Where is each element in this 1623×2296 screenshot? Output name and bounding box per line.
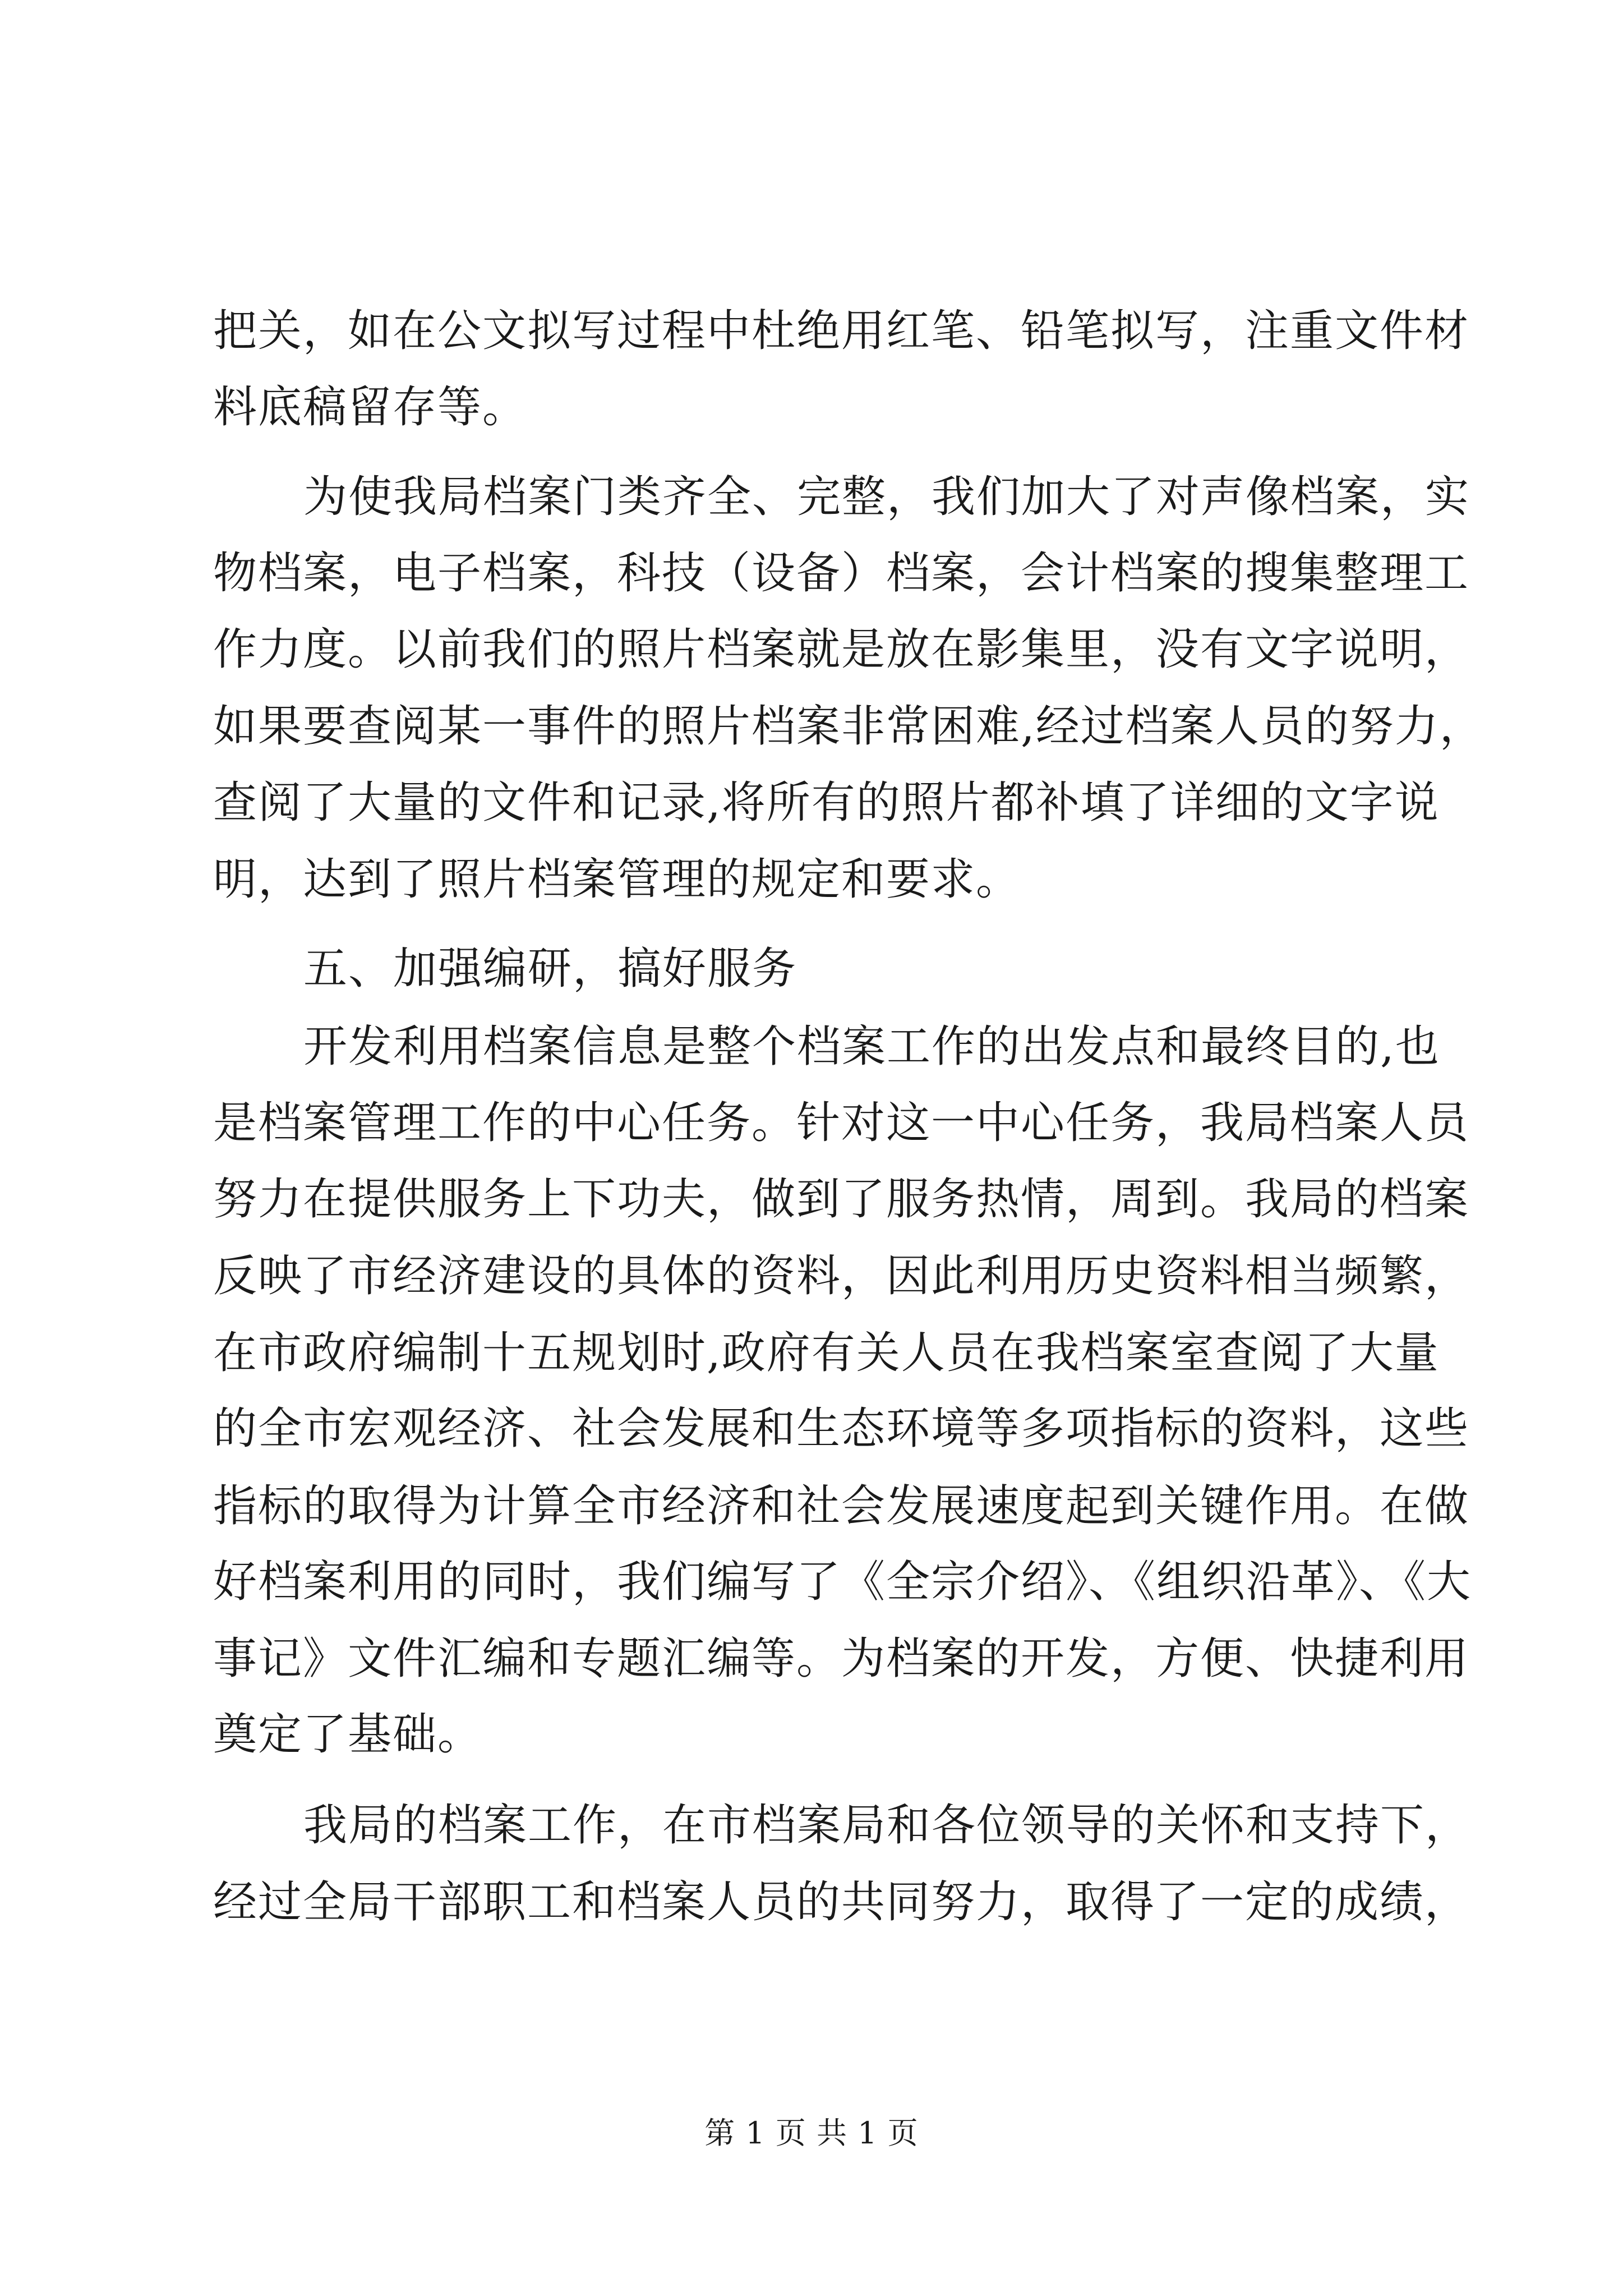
text-line-8: 明，达到了照片档案管理的规定和要求。	[213, 854, 1021, 905]
text-line-20: 我局的档案工作，在市档案局和各位领导的关怀和支持下，	[303, 1800, 1470, 1851]
text-line-6: 如果要查阅某一事件的照片档案非常困难,经过档案人员的努力，	[213, 701, 1484, 752]
text-line-18: 事记》文件汇编和专题汇编等。为档案的开发，方便、快捷利用	[213, 1634, 1470, 1684]
text-line-7: 查阅了大量的文件和记录,将所有的照片都补填了详细的文字说	[213, 777, 1440, 828]
section-heading: 五、加强编研，搞好服务	[303, 944, 797, 994]
page-footer: 第 1 页 共 1 页	[704, 2115, 919, 2151]
text-line-13: 反映了市经济建设的具体的资料，因此利用历史资料相当频繁，	[213, 1251, 1470, 1301]
text-line-4: 物档案，电子档案，科技（设备）档案，会计档案的搜集整理工	[213, 548, 1470, 599]
text-line-5: 作力度。以前我们的照片档案就是放在影集里，没有文字说明，	[213, 624, 1470, 675]
text-line-14: 在市政府编制十五规划时,政府有关人员在我档案室查阅了大量	[213, 1328, 1440, 1378]
text-line-10: 开发利用档案信息是整个档案工作的出发点和最终目的,也	[303, 1022, 1440, 1072]
text-line-12: 努力在提供服务上下功夫，做到了服务热情，周到。我局的档案	[213, 1174, 1470, 1225]
text-line-1: 把关，如在公文拟写过程中杜绝用红笔、铅笔拟写，注重文件材	[213, 306, 1470, 356]
text-line-19: 奠定了基础。	[213, 1709, 483, 1760]
text-line-21: 经过全局干部职工和档案人员的共同努力，取得了一定的成绩，	[213, 1877, 1470, 1927]
text-line-2: 料底稿留存等。	[213, 382, 528, 432]
text-line-17: 好档案利用的同时，我们编写了《全宗介绍》、《组织沿革》、《大	[213, 1557, 1472, 1607]
text-line-3: 为使我局档案门类齐全、完整，我们加大了对声像档案，实	[303, 472, 1470, 522]
text-line-15: 的全市宏观经济、社会发展和生态环境等多项指标的资料，这些	[213, 1404, 1470, 1454]
text-line-11: 是档案管理工作的中心任务。针对这一中心任务，我局档案人员	[213, 1098, 1470, 1148]
text-line-16: 指标的取得为计算全市经济和社会发展速度起到关键作用。在做	[213, 1481, 1470, 1531]
